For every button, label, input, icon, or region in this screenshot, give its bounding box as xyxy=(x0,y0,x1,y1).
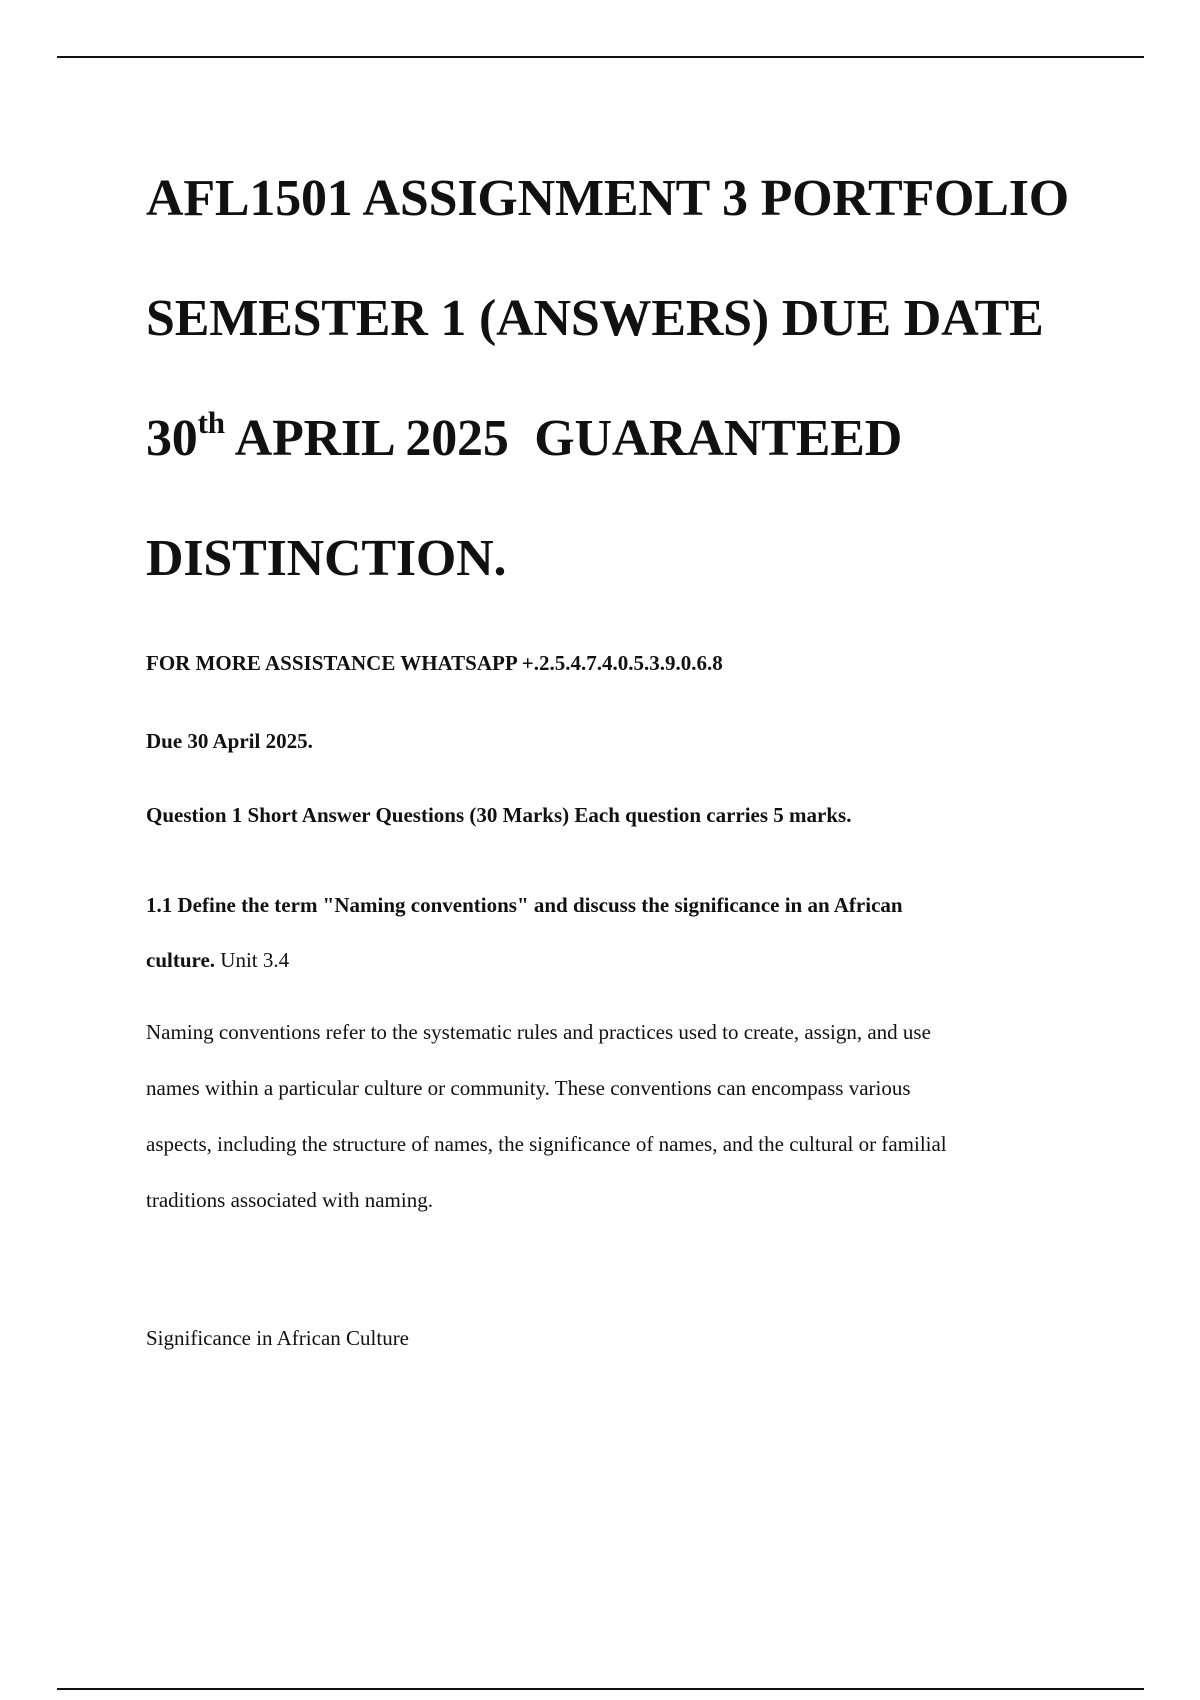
title-line-3-rest: APRIL 2025 GUARANTEED xyxy=(224,410,903,467)
significance-heading: Significance in African Culture xyxy=(146,1326,410,1350)
question-1-heading: Question 1 Short Answer Questions (30 Marks) Each question carries 5 marks. xyxy=(146,803,852,827)
answer-line-3: aspects, including the structure of names, the significance of names, and the cultural or familial xyxy=(146,1132,947,1156)
document-title xyxy=(146,139,1106,619)
question-1-1 xyxy=(146,878,1106,988)
question-1-1-line-2-bold: culture. xyxy=(146,948,216,972)
answer-paragraph xyxy=(146,1004,1106,1228)
answer-line-2: names within a particular culture or community. These conventions can encompass various xyxy=(146,1076,911,1100)
title-line-2: SEMESTER 1 (ANSWERS) DUE DATE xyxy=(146,290,1044,347)
due-date: Due 30 April 2025. xyxy=(146,729,313,753)
question-1-1-line-2 xyxy=(146,933,1106,988)
title-day-suffix: th xyxy=(197,404,225,440)
bottom-divider xyxy=(57,1688,1144,1690)
assistance-contact: FOR MORE ASSISTANCE WHATSAPP +.2.5.4.7.4.0.5.3.9.0.6.8 xyxy=(146,651,723,675)
title-line-1: AFL1501 ASSIGNMENT 3 PORTFOLIO xyxy=(146,170,1070,227)
unit-reference: Unit 3.4 xyxy=(215,948,290,972)
answer-line-4: traditions associated with naming. xyxy=(146,1188,433,1212)
title-line-4: DISTINCTION. xyxy=(146,530,507,587)
title-line-3 xyxy=(146,379,1106,499)
title-day: 30 xyxy=(146,410,198,467)
answer-line-1: Naming conventions refer to the systematic rules and practices used to create, assign, and use xyxy=(146,1020,931,1044)
top-divider xyxy=(57,56,1144,58)
question-1-1-line-1: 1.1 Define the term "Naming conventions" and discuss the significance in an African xyxy=(146,893,903,917)
